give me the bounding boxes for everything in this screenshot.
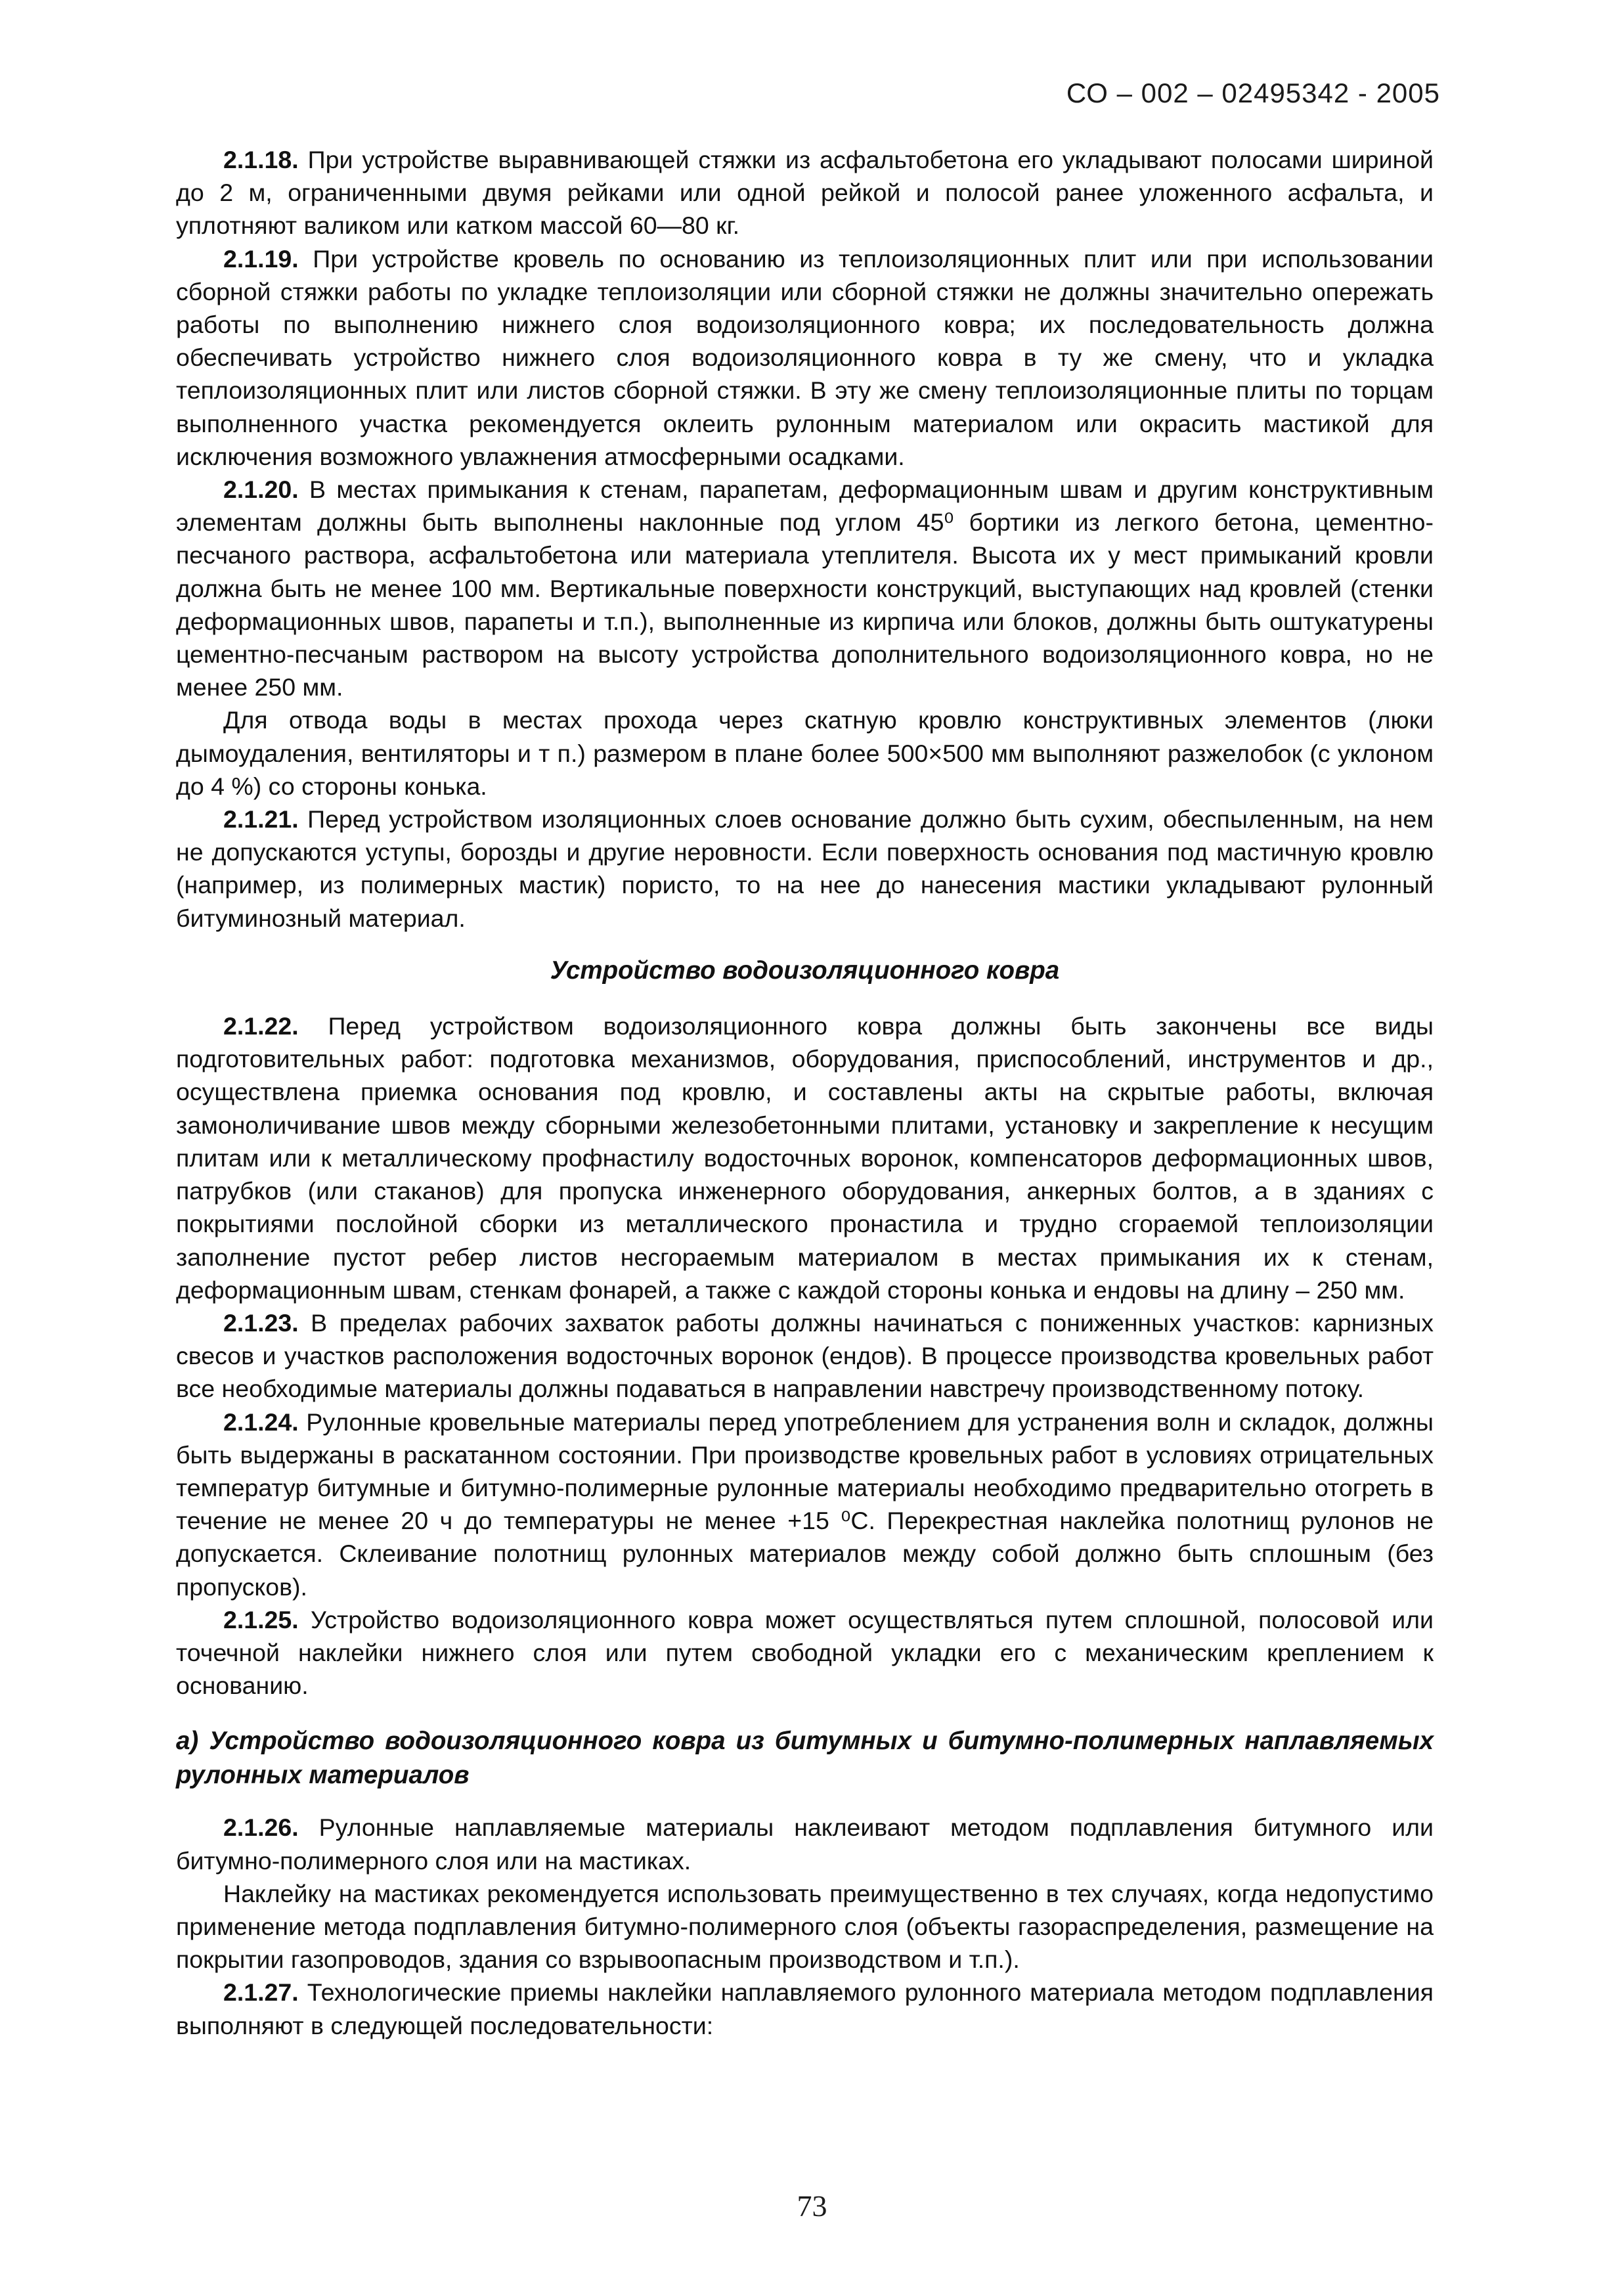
page-number: 73 [797,2189,827,2223]
paragraph-2-1-23: 2.1.23. В пределах рабочих захваток работы должны начинаться с пониженных участков: карнизных свесов и участков расположения водосточных воронок (ендов). В процессе производства кровельных работ все необходимые материалы должны подаваться в направлении навстречу производственному потоку. [176,1308,1434,1403]
paragraph-2-1-18: 2.1.18. При устройстве выравнивающей стяжки из асфальтобетона его укладывают полосами шириной до 2 м, ограниченными двумя рейками или одной рейкой и полосой ранее уложенного асфальта, и уплотняют валиком или катком массой 60—80 кг. [176,146,1434,240]
paragraph-2-1-25: 2.1.25. Устройство водоизоляционного ковра может осуществляться путем сплошной, полосовой или точечной наклейки нижнего слоя или путем свободной укладки его с механическим креплением к основанию. [176,1605,1434,1700]
paragraph-2-1-19: 2.1.19. При устройстве кровель по основанию из теплоизоляционных плит или при использовании сборной стяжки работы по укладке теплоизоляции или сборной стяжки не должны значительно опережать работы по выполнению нижнего слоя водоизоляционного ковра; их последовательность должна обеспечивать устройство нижнего слоя водоизоляционного ковра в ту же смену, что и укладка теплоизоляционных плит или листов сборной стяжки. В эту же смену теплоизоляционные плиты по торцам выполненного участка рекомендуется оклеить рулонным материалом или окрасить мастикой для исключения возможного увлажнения атмосферными осадками. [176,244,1434,470]
paragraph-2-1-24: 2.1.24. Рулонные кровельные материалы перед употреблением для устранения волн и складок, должны быть выдержаны в раскатанном состоянии. При производстве кровельных работ в условиях отрицательных температур битумные и битумно-полимерные рулонные материалы необходимо предварительно отогреть в течение не менее 20 ч до температуры не менее +15 ⁰С. Перекрестная наклейка полотнищ рулонов не допускается. Склеивание полотнищ рулонных материалов между собой должно быть сплошным (без пропусков). [176,1408,1434,1601]
paragraph-mastic-usage: Наклейку на мастиках рекомендуется использовать преимущественно в тех случаях, когда недопустимо применение метода подплавления битумно-полимерного слоя (объекты газораспределения, размещение на покрытии газопроводов, здания со взрывоопасным производством и т.п.). [176,1879,1434,1974]
paragraph-2-1-22: 2.1.22. Перед устройством водоизоляционного ковра должны быть закончены все виды подготовительных работ: подготовка механизмов, оборудования, приспособлений, инструментов и др., осуществлена приемка основания под кровлю, и составлены акты на скрытые работы, включая замоноличивание швов между сборными железобетонными плитами, установку и закрепление к несущим плитам или к металлическому профнастилу водосточных воронок, компенсаторов деформационных швов, патрубков (или стаканов) для пропуска инженерного оборудования, анкерных болтов, а в зданиях с покрытиями послойной сборки из металлического пронастила и трудно сгораемой теплоизоляции заполнение пустот ребер листов несгораемым материалом в местах примыкания их к стенам, деформационным швам, стенкам фонарей, а также с каждой стороны конька и ендовы на длину – 250 мм. [176,1012,1434,1304]
section-heading: Устройство водоизоляционного ковра [550,956,1060,985]
paragraph-2-1-27: 2.1.27. Технологические приемы наклейки наплавляемого рулонного материала методом подплавления выполняют в следующей последовательности: [176,1978,1434,2039]
document-body [176,143,1434,2042]
subsection-heading: а) Устройство водоизоляционного ковра из битумных и битумно-полимерных наплавляемых рулонных материалов [176,1727,1434,1790]
document-code: СО – 002 – 02495342 - 2005 [1066,78,1440,108]
paragraph-2-1-21: 2.1.21. Перед устройством изоляционных слоев основание должно быть сухим, обеспыленным, на нем не допускаются уступы, борозды и другие неровности. Если поверхность основания под мастичную кровлю (например, из полимерных мастик) пористо, то на нее до нанесения мастики укладывают рулонный битуминозный материал. [176,805,1434,932]
paragraph-2-1-20: 2.1.20. В местах примыкания к стенам, парапетам, деформационным швам и другим конструктивным элементам должны быть выполнены наклонные под углом 45⁰ бортики из легкого бетона, цементно-песчаного раствора, асфальтобетона или материала утеплителя. Высота их у мест примыканий кровли должна быть не менее 100 мм. Вертикальные поверхности конструкций, выступающих над кровлей (стенки деформационных швов, парапеты и т.п.), выполненные из кирпича или блоков, должны быть оштукатурены цементно-песчаным раствором на высоту устройства дополнительного водоизоляционного ковра, но не менее 250 мм. [176,476,1434,701]
paragraph-water-drainage: Для отвода воды в местах прохода через скатную кровлю конструктивных элементов (люки дымоудаления, вентиляторы и т п.) размером в плане более 500×500 мм выполняют разжелобок (с уклоном до 4 %) со стороны конька. [176,706,1434,800]
paragraph-2-1-26: 2.1.26. Рулонные наплавляемые материалы наклеивают методом подплавления битумного или битумно-полимерного слоя или на мастиках. [176,1813,1434,1875]
